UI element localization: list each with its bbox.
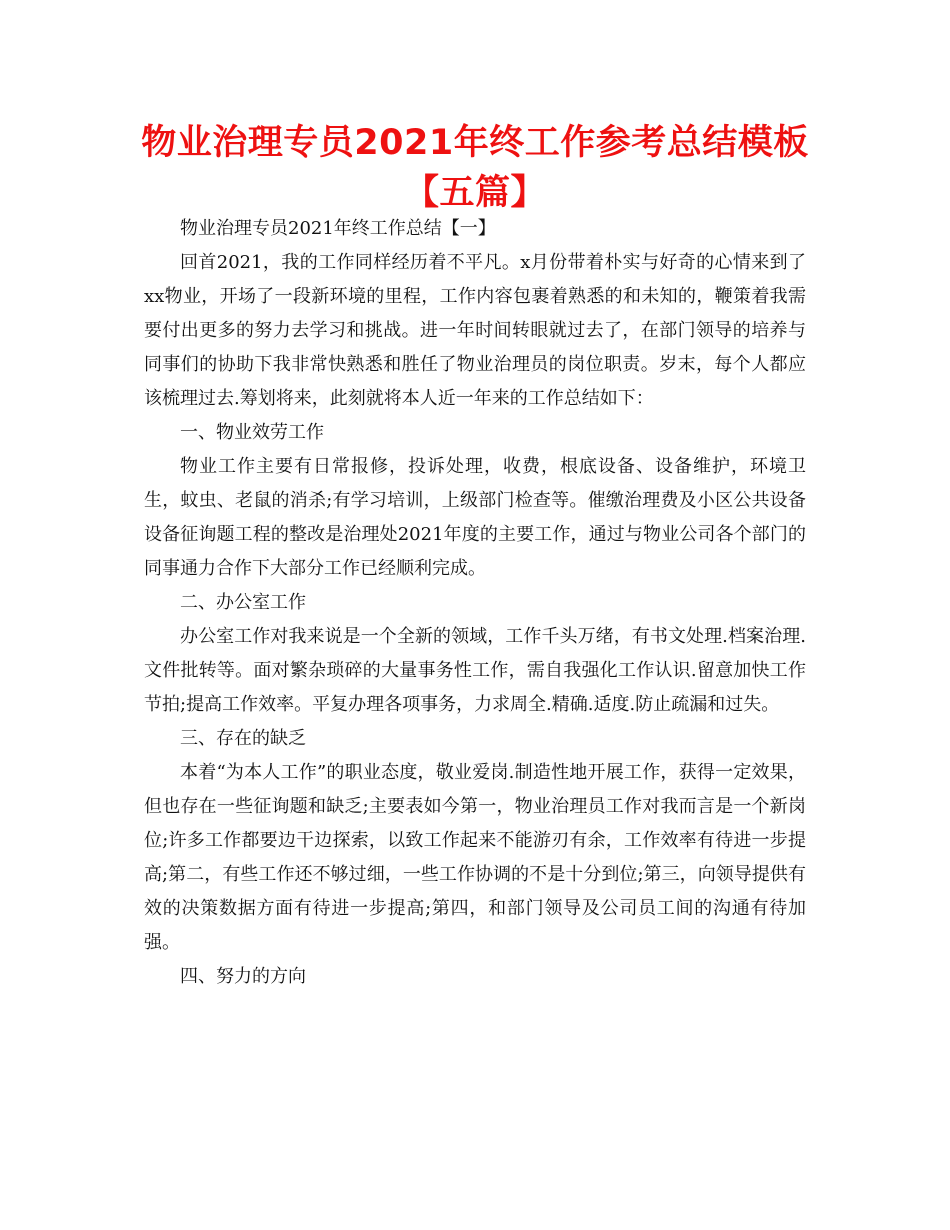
section-heading-shortcomings: 三、存在的缺乏 [180, 728, 306, 749]
paragraph-property-service: 物业工作主要有日常报修，投诉处理，收费，根底设备、设备维护，环境卫生，蚊虫、老鼠的消杀;有学习培训，上级部门检查等。催缴治理费及小区公共设备设备征询题工程的整改是治理处2021年度的主要工作，通过与物业公司各个部门的同事通力合作下大部分工作已经顺利完成。 [144, 456, 806, 579]
section-heading-summary-one: 物业治理专员2021年终工作总结【一】 [180, 218, 496, 239]
section-heading-office-work: 二、办公室工作 [180, 592, 306, 613]
section-heading-direction: 四、努力的方向 [180, 966, 306, 987]
document-title: 物业治理专员2021年终工作参考总结模板【五篇】 [141, 123, 809, 213]
document-body [144, 212, 806, 994]
section-heading-property-service: 一、物业效劳工作 [180, 422, 324, 443]
paragraph-shortcomings: 本着“为本人工作”的职业态度，敬业爱岗.制造性地开展工作，获得一定效果，但也存在一些征询题和缺乏;主要表如今第一，物业治理员工作对我而言是一个新岗位;许多工作都要边干边探索，以致工作起来不能游刃有余，工作效率有待进一步提高;第二，有些工作还不够过细，一些工作协调的不是十分到位;第三，向领导提供有效的决策数据方面有待进一步提高;第四，和部门领导及公司员工间的沟通有待加强。 [144, 762, 806, 953]
paragraph-office-work: 办公室工作对我来说是一个全新的领域，工作千头万绪，有书文处理.档案治理.文件批转等。面对繁杂琐碎的大量事务性工作，需自我强化工作认识.留意加快工作节拍;提高工作效率。平复办理各项事务，力求周全.精确.适度.防止疏漏和过失。 [144, 626, 806, 715]
paragraph-review: 回首2021，我的工作同样经历着不平凡。x月份带着朴实与好奇的心情来到了xx物业，开场了一段新环境的里程，工作内容包裹着熟悉的和未知的，鞭策着我需要付出更多的努力去学习和挑战。进一年时间转眼就过去了，在部门领导的培养与同事们的协助下我非常快熟悉和胜任了物业治理员的岗位职责。岁末，每个人都应该梳理过去.筹划将来，此刻就将本人近一年来的工作总结如下： [144, 252, 806, 409]
